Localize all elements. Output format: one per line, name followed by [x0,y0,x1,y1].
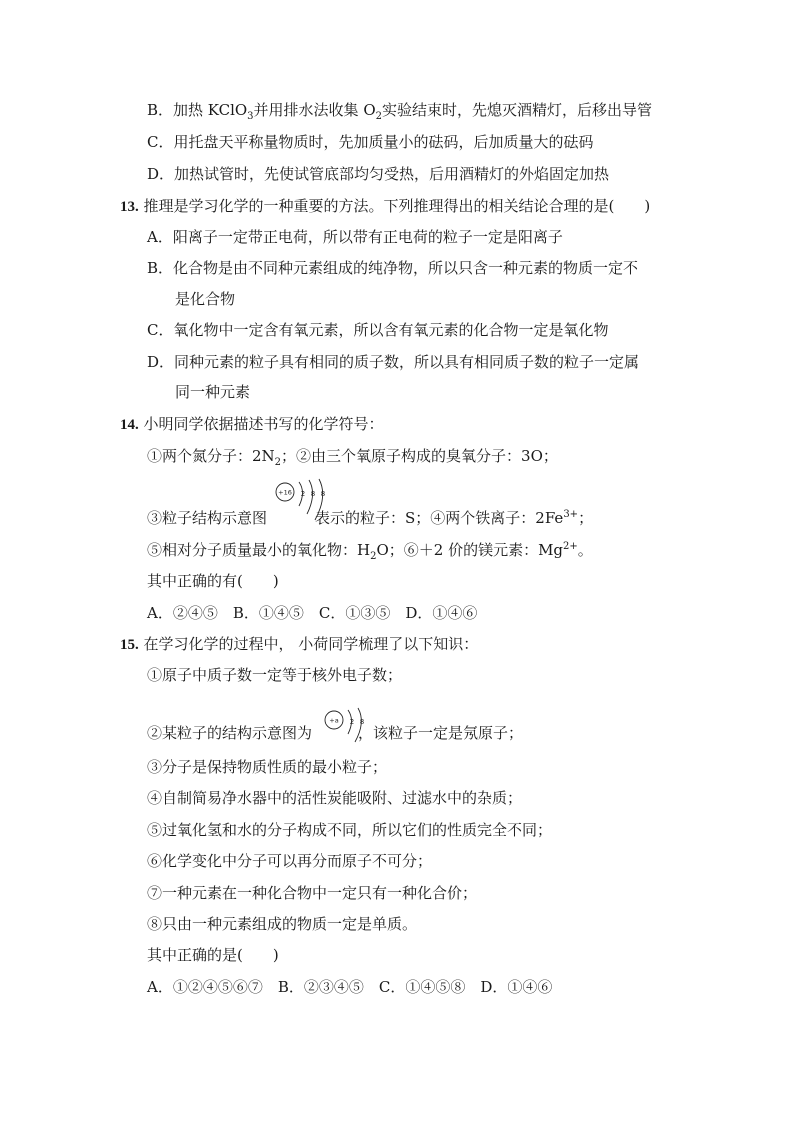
q13-option-a: A．阳离子一定带正电荷，所以带有正电荷的粒子一定是阳离子 [147,228,563,246]
q15-options: A．①②④⑤⑥⑦ B．②③④⑤ C．①④⑤⑧ D．①④⑥ [147,978,553,996]
q15-ask: 其中正确的是( ) [147,946,279,964]
q13-option-d-line2: 同一种元素 [175,383,251,401]
atom1-shell-3: 8 [320,490,326,498]
q15-item-6: ⑥化学变化中分子可以再分而原子不可分； [147,852,433,870]
q13-option-d-line1: D．同种元素的粒子具有相同的质子数，所以具有相同质子数的粒子一定属 [147,353,640,371]
q15-item-4: ④自制简易净水器中的活性炭能吸附、过滤水中的杂质； [147,789,523,807]
atom2-nucleus: +a [329,716,339,725]
q14-line3: ⑤相对分子质量最小的氧化物：$H_2O$；⑥＋2 价的镁元素：$Mg^{2+}$。 [147,541,593,562]
q14-options: A．②④⑤ B．①④⑤ C．①③⑤ D．①④⑥ [147,604,478,622]
q14-line1: ①两个氮分子：$2N_2$；②由三个氧原子构成的臭氧分子：3O； [147,447,558,468]
q13-stem: 13. 推理是学习化学的一种重要的方法。下列推理得出的相关结论合理的是( ) [120,197,651,215]
q15-item-3: ③分子是保持物质性质的最小粒子； [147,758,388,776]
atom2-shell-2: 8 [359,718,365,726]
q12-option-b: B．加热 KClO$_3$并用排水法收集 $O_2$实验结束时，先熄灭酒精灯，后移出导管 [147,101,653,122]
atom2-shell-1: 2 [349,718,355,726]
q15-item-5: ⑤过氧化氢和水的分子构成不同，所以它们的性质完全不同； [147,821,553,839]
q12-option-d: D．加热试管时，先使试管底部均匀受热，后用酒精灯的外焰固定加热 [147,165,610,183]
q15-item-7: ⑦一种元素在一种化合物中一定只有一种化合价； [147,884,478,902]
q14-ask: 其中正确的有( ) [147,572,279,590]
atom1-shell-1: 2 [300,490,306,498]
q15-item-2: ②某粒子的结构示意图为 ，该粒子一定是氖原子； [147,724,524,742]
q13-option-b-line2: 是化合物 [175,290,236,308]
q15-item-8: ⑧只由一种元素组成的物质一定是单质。 [147,915,418,933]
q13-option-b-line1: B．化合物是由不同种元素组成的纯净物，所以只含一种元素的物质一定不 [147,259,639,277]
atom1-shell-2: 8 [310,490,316,498]
q13-option-c: C．氧化物中一定含有氧元素，所以含有氧元素的化合物一定是氧化物 [147,321,609,339]
q14-line2: ③粒子结构示意图 表示的粒子：S；④两个铁离子：$2Fe^{3+}$； [147,509,594,527]
q15-item-1: ①原子中质子数一定等于核外电子数； [147,666,403,684]
q15-number: 15. [120,637,139,653]
q14-stem: 14. 小明同学依据描述书写的化学符号： [120,415,384,433]
q14-number: 14. [120,417,139,433]
q15-stem: 15. 在学习化学的过程中， 小荷同学梳理了以下知识： [120,635,479,653]
q13-number: 13. [120,199,139,215]
q12-option-c: C．用托盘天平称量物质时，先加质量小的砝码，后加质量大的砝码 [147,133,594,151]
atom1-nucleus: +16 [278,488,292,497]
